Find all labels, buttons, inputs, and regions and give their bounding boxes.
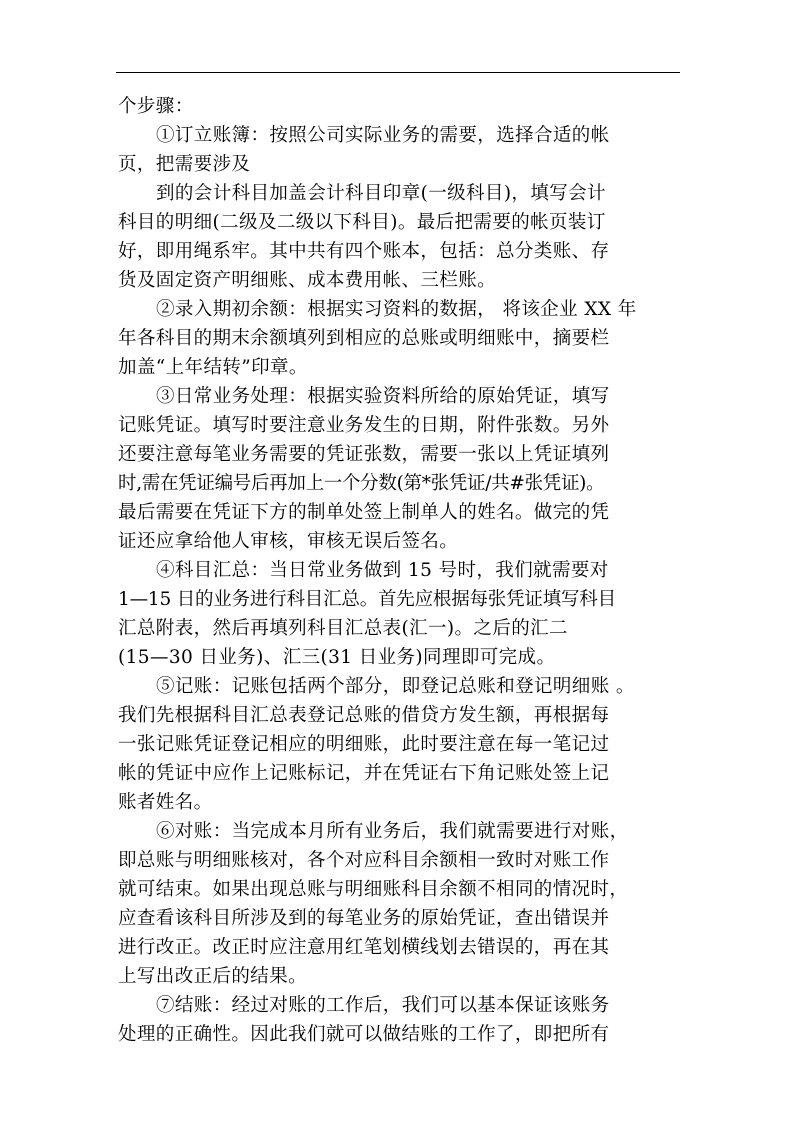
text-line: 1—15 日的业务进行科目汇总。首先应根据每张凭证填写科目	[118, 589, 616, 610]
text-line: 最后需要在凭证下方的制单处签上制单人的姓名。做完的凭	[118, 502, 610, 523]
text-line: 证还应拿给他人审核，审核无误后签名。	[118, 531, 459, 552]
text-line: 还要注意每笔业务需要的凭证张数，需要一张以上凭证填列	[118, 444, 610, 465]
header-rule	[116, 72, 680, 73]
text-line: (15—30 日业务)、汇三(31 日业务)同理即可完成。	[118, 647, 556, 668]
text-line: 上写出改正后的结果。	[118, 966, 308, 987]
text-line: 个步骤：	[118, 96, 194, 117]
text-line: ⑤记账：记账包括两个部分，即登记总账和登记明细账 。	[156, 676, 635, 697]
text-line: 好，即用绳系牢。其中共有四个账本，包括：总分类账、存	[118, 241, 610, 262]
text-line: 帐的凭证中应作上记账标记，并在凭证右下角记账处签上记	[118, 763, 610, 784]
text-line: 应查看该科目所涉及到的每笔业务的原始凭证，查出错误并	[118, 908, 610, 929]
text-line: 加盖“上年结转”印章。	[118, 357, 308, 378]
text-line: ⑦结账：经过对账的工作后，我们可以基本保证该账务	[156, 995, 610, 1016]
text-line: ⑥对账：当完成本月所有业务后，我们就需要进行对账，	[156, 821, 629, 842]
text-line: 一张记账凭证登记相应的明细账，此时要注意在每一笔记过	[118, 734, 610, 755]
text-line: 记账凭证。填写时要注意业务发生的日期，附件张数。另外	[118, 415, 610, 436]
text-line: 到的会计科目加盖会计科目印章(一级科目)，填写会计	[156, 183, 606, 204]
text-line: 账者姓名。	[118, 792, 213, 813]
text-line: 科目的明细(二级及二级以下科目)。最后把需要的帐页装订	[118, 212, 606, 233]
text-line: ③日常业务处理：根据实验资料所给的原始凭证，填写	[156, 386, 610, 407]
text-line: 进行改正。改正时应注意用红笔划横线划去错误的，再在其	[118, 937, 610, 958]
text-line: 货及固定资产明细账、成本费用帐、三栏账。	[118, 270, 497, 291]
text-line: 页，把需要涉及	[118, 154, 251, 175]
text-line: ④科目汇总：当日常业务做到 15 号时，我们就需要对	[156, 560, 609, 581]
text-line: 即总账与明细账核对，各个对应科目余额相一致时对账工作	[118, 850, 610, 871]
text-line: ②录入期初余额：根据实习资料的数据， 将该企业 XX 年	[156, 299, 637, 320]
text-line: 时,需在凭证编号后再加上一个分数(第*张凭证/共#张凭证)。	[118, 473, 605, 494]
text-line: 汇总附表，然后再填列科目汇总表(汇一)。之后的汇二	[118, 618, 568, 639]
text-line: ①订立账簿：按照公司实际业务的需要，选择合适的帐	[156, 125, 610, 146]
text-line: 处理的正确性。因此我们就可以做结账的工作了，即把所有	[118, 1024, 610, 1045]
text-line: 年各科目的期末余额填列到相应的总账或明细账中，摘要栏	[118, 328, 610, 349]
text-line: 就可结束。如果出现总账与明细账科目余额不相同的情况时，	[118, 879, 629, 900]
text-line: 我们先根据科目汇总表登记总账的借贷方发生额，再根据每	[118, 705, 610, 726]
